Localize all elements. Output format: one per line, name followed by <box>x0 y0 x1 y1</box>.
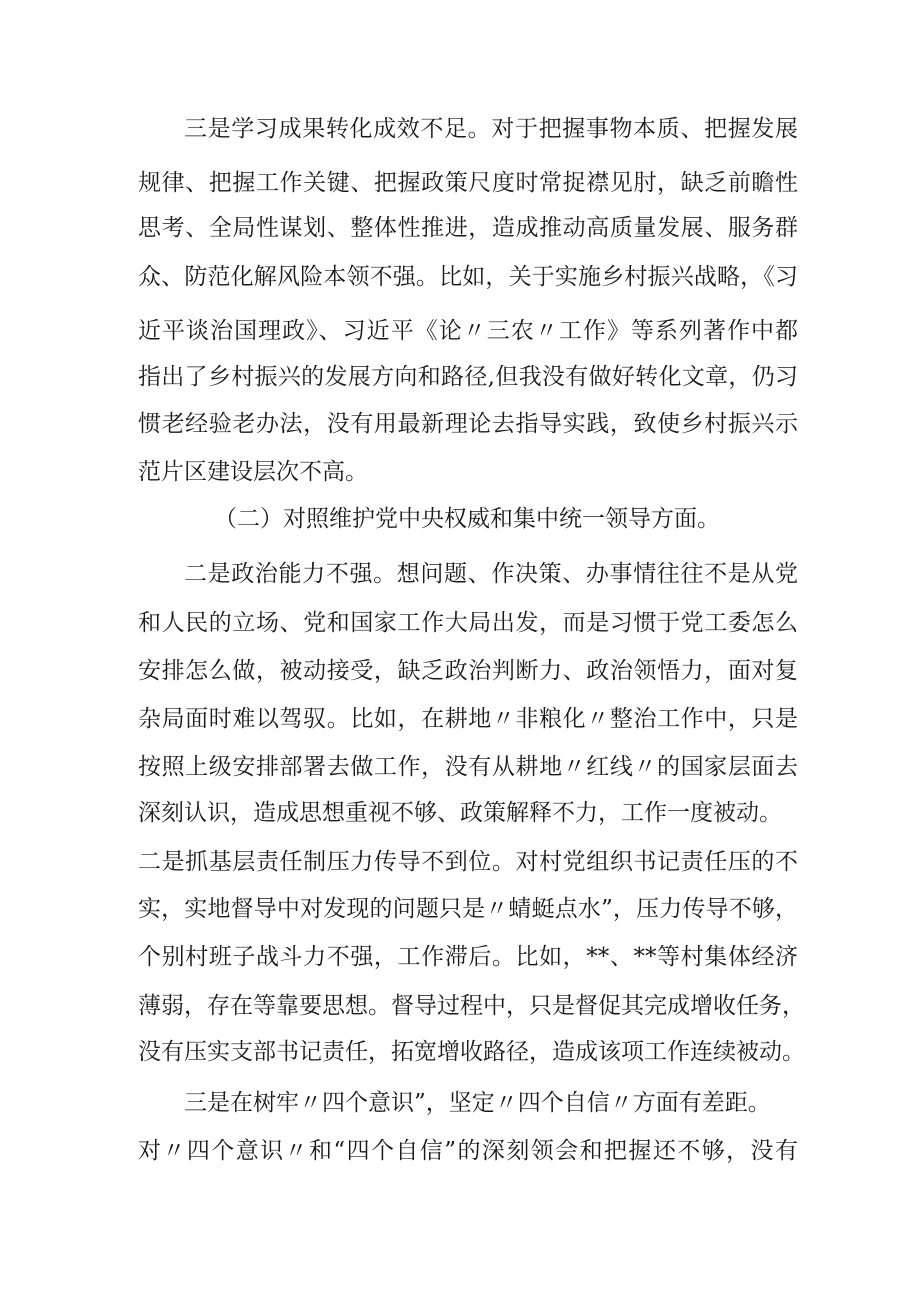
text-line: 对〃四个意识〃和“四个自信”的深刻领会和把握还不够，没有 <box>138 1138 798 1164</box>
text-line: 薄弱，存在等靠要思想。督导过程中，只是督促其完成增收任务， <box>138 993 805 1019</box>
text-line: 和人民的立场、党和国家工作大局出发，而是习惯于党工委怎么 <box>138 610 798 636</box>
text-line: 规律、把握工作关键、把握政策尺度时常捉襟见肘，缺乏前瞻性 <box>138 170 798 196</box>
text-line: 指出了乡村振兴的发展方向和路径,但我没有做好转化文章，仍习 <box>138 364 798 390</box>
section-heading: （二）对照维护党中央权威和集中统一领导方面。 <box>214 506 720 532</box>
text-line: 安排怎么做，被动接受，缺乏政治判断力、政治领悟力，面对复 <box>138 658 798 684</box>
text-line: 按照上级安排部署去做工作，没有从耕地〃红线〃的国家层面去 <box>138 754 798 780</box>
text-line: 深刻认识，造成思想重视不够、政策解释不力，工作一度被动。 <box>138 800 782 826</box>
text-line: 三是在树牢〃四个意识”，坚定〃四个自信〃方面有差距。 <box>184 1090 771 1116</box>
text-line: 三是学习成果转化成效不足。对于把握事物本质、把握发展 <box>184 116 798 142</box>
text-line: 二是政治能力不强。想问题、作决策、办事情往往不是从党 <box>184 561 798 587</box>
text-line: 没有压实支部书记责任，拓宽增收路径，造成该项工作连续被动。 <box>138 1039 805 1065</box>
text-line: 众、防范化解风险本领不强。比如，关于实施乡村振兴战略，《习 <box>138 264 798 290</box>
text-line: 惯老经验老办法，没有用最新理论去指导实践，致使乡村振兴示 <box>138 411 798 437</box>
text-line: 范片区建设层次不高。 <box>138 459 368 485</box>
text-line: 实，实地督导中对发现的问题只是〃蜻蜓点水”，压力传导不够， <box>138 896 798 922</box>
text-line: 近平谈治国理政》、习近平《论〃三农〃工作》等系列著作中都 <box>138 318 798 344</box>
text-line: 思考、全局性谋划、整体性推进，造成推动高质量发展、服务群 <box>138 215 798 241</box>
text-line: 二是抓基层责任制压力传导不到位。对村党组织书记责任压的不 <box>138 849 798 875</box>
text-line: 个别村班子战斗力不强，工作滞后。比如，**、**等村集体经济 <box>138 944 798 970</box>
text-line: 杂局面时难以驾驭。比如，在耕地〃非粮化〃整治工作中，只是 <box>138 706 798 732</box>
